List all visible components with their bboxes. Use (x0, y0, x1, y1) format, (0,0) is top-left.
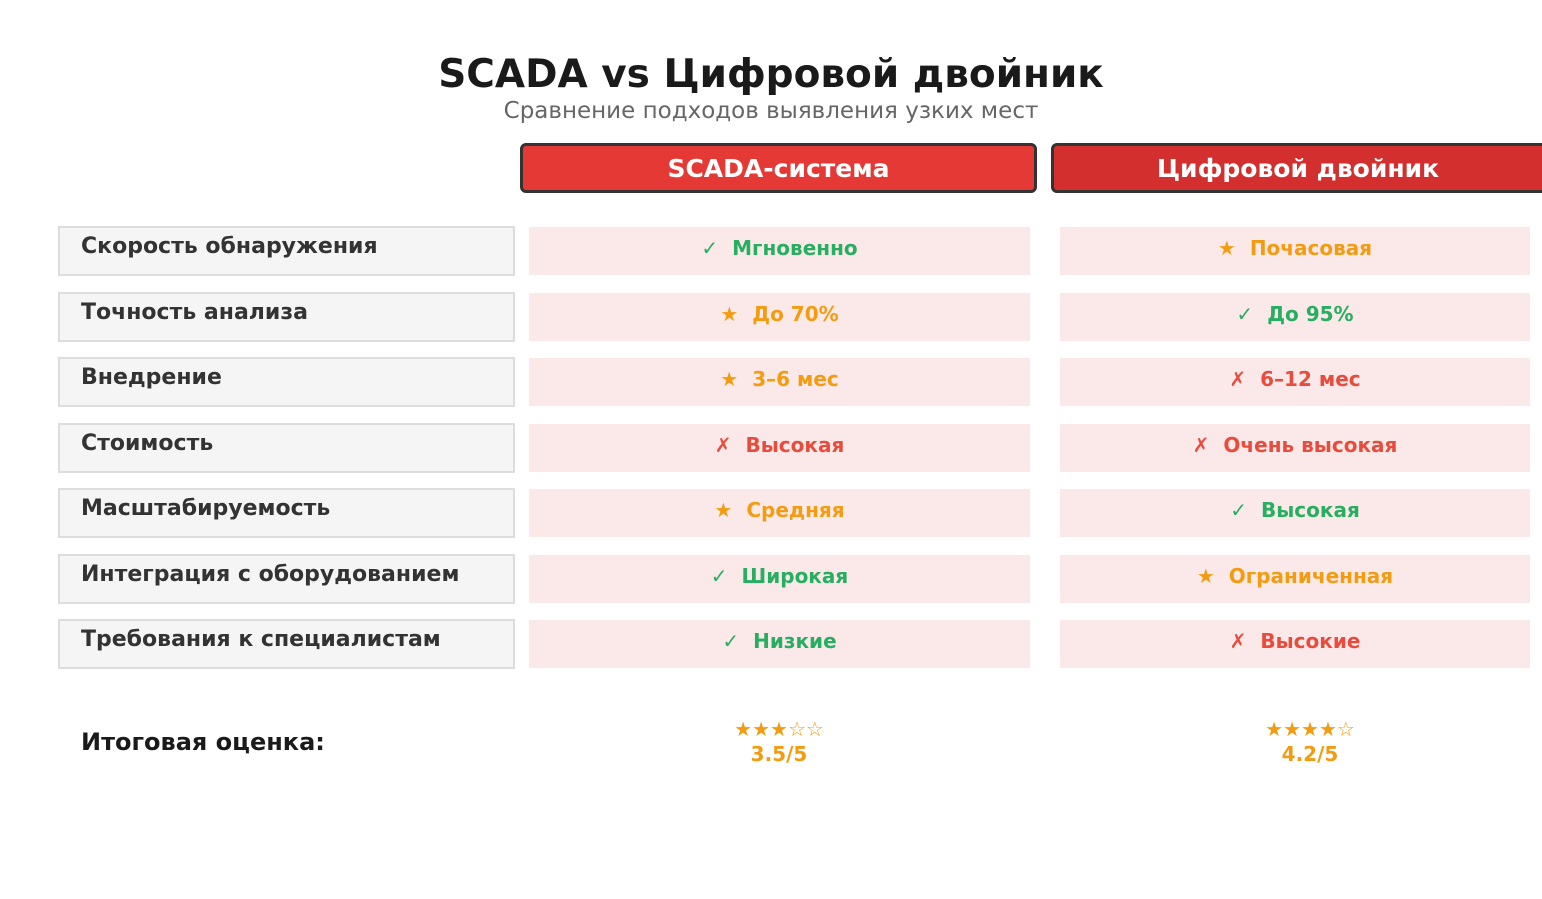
table-row (0, 423, 1542, 473)
column-header-digital-twin: Цифровой двойник (1051, 143, 1542, 193)
cell-scada (529, 358, 1030, 406)
summary-label: Итоговая оценка: (81, 728, 325, 756)
row-criterion-label: Точность анализа (58, 292, 515, 342)
cell-scada (529, 227, 1030, 275)
score-digital-twin (1160, 716, 1460, 766)
cell-digital-twin (1060, 358, 1530, 406)
star-icon: ★ (714, 498, 733, 522)
cell-value: Мгновенно (732, 236, 858, 260)
row-criterion-label: Стоимость (58, 423, 515, 473)
cell-scada (529, 424, 1030, 472)
check-icon: ✓ (701, 236, 719, 260)
cell-value: Широкая (741, 564, 849, 588)
rating-stars-digital-twin: ★★★★☆ (1265, 717, 1355, 741)
cell-value: До 95% (1267, 302, 1354, 326)
check-icon: ✓ (722, 629, 740, 653)
table-row (0, 554, 1542, 604)
rating-stars-scada: ★★★☆☆ (734, 717, 824, 741)
cell-value: Ограниченная (1228, 564, 1394, 588)
cross-icon: ✗ (714, 433, 732, 457)
row-criterion-label: Требования к специалистам (58, 619, 515, 669)
column-header-scada: SCADA-система (520, 143, 1037, 193)
page-subtitle: Сравнение подходов выявления узких мест (503, 98, 1039, 124)
table-row (0, 619, 1542, 669)
cell-digital-twin (1060, 293, 1530, 341)
cell-value: 3–6 мес (752, 367, 839, 391)
row-criterion-label: Интеграция с оборудованием (58, 554, 515, 604)
cell-scada (529, 555, 1030, 603)
cell-value: 6–12 мес (1260, 367, 1361, 391)
star-icon: ★ (1217, 236, 1236, 260)
cross-icon: ✗ (1229, 629, 1247, 653)
cross-icon: ✗ (1229, 367, 1247, 391)
score-scada (629, 716, 929, 766)
check-icon: ✓ (1236, 302, 1254, 326)
cell-value: Очень высокая (1223, 433, 1398, 457)
cell-value: Низкие (753, 629, 837, 653)
star-icon: ★ (720, 367, 739, 391)
cell-value: Высокие (1260, 629, 1361, 653)
check-icon: ✓ (710, 564, 728, 588)
row-criterion-label: Скорость обнаружения (58, 226, 515, 276)
cell-scada (529, 489, 1030, 537)
check-icon: ✓ (1230, 498, 1247, 522)
cell-digital-twin (1060, 555, 1530, 603)
table-row (0, 357, 1542, 407)
star-icon: ★ (1196, 564, 1215, 588)
score-value-scada: 3.5/5 (750, 742, 808, 766)
row-criterion-label: Внедрение (58, 357, 515, 407)
cell-value: До 70% (752, 302, 839, 326)
cell-value: Средняя (746, 498, 845, 522)
cell-digital-twin (1060, 227, 1530, 275)
cell-digital-twin (1060, 489, 1530, 537)
cell-scada (529, 620, 1030, 668)
score-value-digital-twin: 4.2/5 (1281, 742, 1339, 766)
table-row (0, 488, 1542, 538)
row-criterion-label: Масштабируемость (58, 488, 515, 538)
page-title: SCADA vs Цифровой двойник (438, 52, 1104, 97)
cell-value: Высокая (1260, 498, 1360, 522)
cell-scada (529, 293, 1030, 341)
table-row (0, 292, 1542, 342)
cross-icon: ✗ (1192, 433, 1210, 457)
cell-digital-twin (1060, 424, 1530, 472)
cell-value: Почасовая (1249, 236, 1373, 260)
cell-value: Высокая (745, 433, 845, 457)
cell-digital-twin (1060, 620, 1530, 668)
star-icon: ★ (720, 302, 739, 326)
table-row (0, 226, 1542, 276)
